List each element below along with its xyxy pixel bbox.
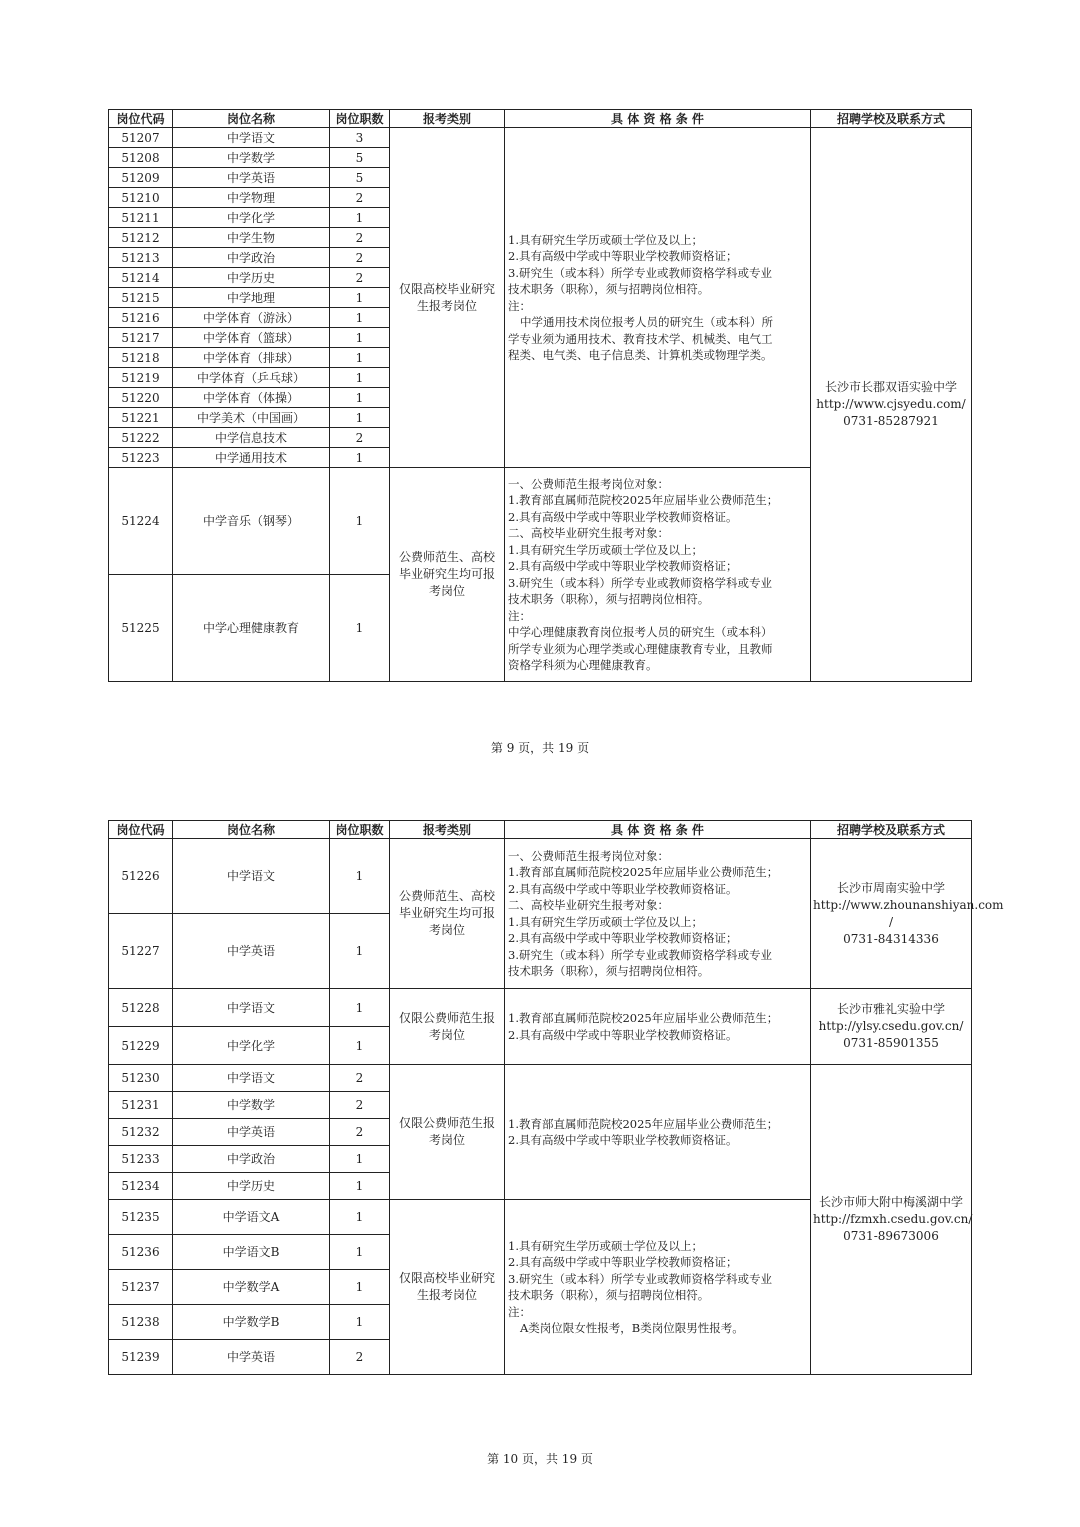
- header-name: 岗位名称: [173, 110, 330, 128]
- requirement-line: 一、公费师范生报考岗位对象：: [508, 476, 669, 491]
- cell-school: [811, 128, 972, 682]
- cell-code: 51236: [109, 1235, 173, 1270]
- cell-code: 51226: [109, 839, 173, 914]
- cell-name: 中学语文: [173, 1065, 330, 1092]
- requirement-line: 中学通用技术岗位报考人员的研究生（或本科）所: [520, 315, 773, 329]
- cell-count: 1: [330, 408, 390, 428]
- requirement-line: 2.具有高级中学或中等职业学校教师资格证。: [508, 1027, 738, 1042]
- cell-count: 1: [330, 1200, 390, 1235]
- page-footer-10: 第 10 页，共 19 页: [487, 1452, 593, 1466]
- cell-category: [390, 989, 505, 1065]
- cell-name: 中学英语: [173, 1340, 330, 1375]
- school-line: http://www.cjsyedu.com/: [816, 397, 966, 411]
- requirement-line: 技术职务（职称），须与招聘岗位相符。: [508, 964, 710, 978]
- cell-code: 51220: [109, 388, 173, 408]
- category-line: 考岗位: [428, 1027, 465, 1042]
- cell-name: 中学美术（中国画）: [173, 408, 330, 428]
- cell-name: 中学数学: [173, 1092, 330, 1119]
- cell-code: 51214: [109, 268, 173, 288]
- requirement-line: 学专业须为通用技术、教育技术学、机械类、电气工: [508, 331, 773, 346]
- requirement-line: 1.具有研究生学历或硕士学位及以上；: [508, 542, 703, 557]
- requirement-line: 资格学科须为心理健康教育。: [508, 658, 658, 672]
- header-requirements: 具 体 资 格 条 件: [505, 110, 811, 128]
- cell-count: 2: [330, 188, 390, 208]
- cell-name: 中学数学: [173, 148, 330, 168]
- cell-name: 中学化学: [173, 1027, 330, 1065]
- cell-code: 51211: [109, 208, 173, 228]
- cell-code: 51227: [109, 914, 173, 989]
- cell-code: 51221: [109, 408, 173, 428]
- cell-name: 中学语文B: [173, 1235, 330, 1270]
- cell-category: [390, 468, 505, 682]
- cell-count: 1: [330, 989, 390, 1027]
- cell-requirements: [505, 989, 811, 1065]
- cell-name: 中学化学: [173, 208, 330, 228]
- header-count: 岗位职数: [330, 110, 390, 128]
- requirement-line: 注：: [508, 608, 531, 623]
- cell-name: 中学体育（乒乓球）: [173, 368, 330, 388]
- header-row: [109, 110, 972, 128]
- cell-name: 中学生物: [173, 228, 330, 248]
- cell-school: [811, 1065, 972, 1375]
- cell-count: 3: [330, 128, 390, 148]
- cell-code: 51216: [109, 308, 173, 328]
- cell-code: 51237: [109, 1270, 173, 1305]
- requirement-line: 一、公费师范生报考岗位对象：: [508, 848, 669, 863]
- requirement-line: 1.教育部直属师范院校2025年应届毕业公费师范生；: [508, 1011, 779, 1025]
- cell-count: 1: [330, 1146, 390, 1173]
- requirement-line: 1.教育部直属师范院校2025年应届毕业公费师范生；: [508, 865, 779, 879]
- school-line: 长沙市雅礼实验中学: [836, 1002, 945, 1016]
- category-line: 仅限高校毕业研究: [398, 281, 495, 296]
- header-name: 岗位名称: [173, 821, 330, 839]
- cell-count: 1: [330, 1027, 390, 1065]
- cell-requirements: [505, 1065, 811, 1200]
- category-line: 仅限公费师范生报: [398, 1010, 495, 1025]
- table-row: [109, 128, 972, 148]
- cell-count: 2: [330, 268, 390, 288]
- category-line: 仅限公费师范生报: [398, 1116, 495, 1130]
- requirement-line: 二、高校毕业研究生报考对象：: [508, 526, 669, 540]
- requirement-line: 2.具有高级中学或中等职业学校教师资格证；: [508, 931, 738, 945]
- requirement-line: 3.研究生（或本科）所学专业或教师资格学科或专业: [508, 1271, 772, 1286]
- cell-code: 51228: [109, 989, 173, 1027]
- cell-name: 中学政治: [173, 1146, 330, 1173]
- cell-count: 1: [330, 575, 390, 682]
- cell-name: 中学英语: [173, 1119, 330, 1146]
- school-line: 长沙市周南实验中学: [836, 880, 945, 895]
- requirement-line: 所学专业须为心理学类或心理健康教育专业，且教师: [508, 641, 773, 656]
- cell-name: 中学信息技术: [173, 428, 330, 448]
- requirement-line: 技术职务（职称），须与招聘岗位相符。: [508, 282, 710, 296]
- requirement-line: 1.具有研究生学历或硕士学位及以上；: [508, 1238, 703, 1253]
- requirement-line: 技术职务（职称），须与招聘岗位相符。: [508, 1288, 710, 1302]
- school-line: http://www.zhounanshiyan.com: [813, 897, 1004, 912]
- cell-count: 5: [330, 168, 390, 188]
- cell-code: 51231: [109, 1092, 173, 1119]
- requirement-line: 3.研究生（或本科）所学专业或教师资格学科或专业: [508, 265, 772, 280]
- cell-name: 中学语文: [173, 989, 330, 1027]
- cell-requirements: [505, 839, 811, 989]
- header-count: 岗位职数: [330, 821, 390, 839]
- cell-count: 1: [330, 308, 390, 328]
- cell-count: 1: [330, 839, 390, 914]
- cell-code: 51235: [109, 1200, 173, 1235]
- cell-code: 51219: [109, 368, 173, 388]
- requirement-line: 技术职务（职称），须与招聘岗位相符。: [508, 592, 710, 606]
- requirement-line: 注：: [508, 1304, 531, 1319]
- cell-count: 2: [330, 428, 390, 448]
- school-line: 0731-84314336: [843, 931, 939, 946]
- cell-code: 51238: [109, 1305, 173, 1340]
- header-school: 招聘学校及联系方式: [811, 110, 972, 128]
- school-line: 0731-85901355: [843, 1036, 939, 1050]
- requirement-line: 1.具有研究生学历或硕士学位及以上；: [508, 914, 703, 929]
- category-line: 毕业研究生均可报: [398, 906, 495, 920]
- cell-code: 51222: [109, 428, 173, 448]
- cell-code: 51239: [109, 1340, 173, 1375]
- requirement-line: 中学心理健康教育岗位报考人员的研究生（或本科）: [508, 625, 773, 639]
- cell-requirements: [505, 128, 811, 468]
- cell-count: 2: [330, 1065, 390, 1092]
- cell-count: 5: [330, 148, 390, 168]
- cell-code: 51212: [109, 228, 173, 248]
- cell-code: 51218: [109, 348, 173, 368]
- category-line: 公费师范生、高校: [398, 889, 495, 903]
- header-code: 岗位代码: [109, 821, 173, 839]
- cell-school: [811, 839, 1004, 989]
- cell-count: 2: [330, 1119, 390, 1146]
- requirement-line: 1.教育部直属师范院校2025年应届毕业公费师范生；: [508, 493, 779, 507]
- table-row: [109, 989, 972, 1027]
- job-table-page-9: [108, 109, 972, 682]
- cell-code: 51232: [109, 1119, 173, 1146]
- cell-code: 51225: [109, 575, 173, 682]
- table-row: [109, 1065, 972, 1092]
- cell-name: 中学通用技术: [173, 448, 330, 468]
- cell-count: 1: [330, 208, 390, 228]
- cell-count: 1: [330, 448, 390, 468]
- requirement-line: A类岗位限女性报考，B类岗位限男性报考。: [520, 1321, 744, 1335]
- cell-count: 2: [330, 228, 390, 248]
- cell-name: 中学体育（体操）: [173, 388, 330, 408]
- cell-name: 中学英语: [173, 914, 330, 989]
- school-line: 0731-89673006: [843, 1229, 939, 1243]
- header-category: 报考类别: [390, 821, 505, 839]
- header-code: 岗位代码: [109, 110, 173, 128]
- cell-code: 51215: [109, 288, 173, 308]
- requirement-line: 1.教育部直属师范院校2025年应届毕业公费师范生；: [508, 1116, 779, 1131]
- cell-name: 中学体育（排球）: [173, 348, 330, 368]
- category-line: 仅限高校毕业研究: [398, 1271, 495, 1285]
- cell-code: 51213: [109, 248, 173, 268]
- header-requirements: 具 体 资 格 条 件: [505, 821, 811, 839]
- cell-count: 1: [330, 328, 390, 348]
- cell-count: 1: [330, 1173, 390, 1200]
- cell-name: 中学数学B: [173, 1305, 330, 1340]
- requirement-line: 2.具有高级中学或中等职业学校教师资格证。: [508, 509, 738, 524]
- cell-count: 1: [330, 388, 390, 408]
- category-line: 公费师范生、高校: [398, 550, 495, 564]
- cell-category: [390, 839, 505, 989]
- cell-count: 1: [330, 1305, 390, 1340]
- page-footer-9: 第 9 页，共 19 页: [490, 741, 590, 755]
- cell-code: 51209: [109, 168, 173, 188]
- cell-count: 1: [330, 914, 390, 989]
- category-line: 毕业研究生均可报: [398, 567, 495, 581]
- table-row: [109, 839, 972, 914]
- cell-count: 1: [330, 468, 390, 575]
- school-line: http://fzmxh.csedu.gov.cn/: [813, 1212, 973, 1226]
- school-line: 0731-85287921: [843, 414, 939, 428]
- header-school: 招聘学校及联系方式: [811, 821, 972, 839]
- requirement-line: 1.具有研究生学历或硕士学位及以上；: [508, 232, 703, 247]
- category-line: 考岗位: [428, 923, 465, 937]
- requirement-line: 2.具有高级中学或中等职业学校教师资格证；: [508, 1255, 738, 1269]
- cell-code: 51234: [109, 1173, 173, 1200]
- header-category: 报考类别: [390, 110, 505, 128]
- cell-code: 51233: [109, 1146, 173, 1173]
- requirement-line: 程类、电气类、电子信息类、计算机类或物理学类。: [508, 348, 773, 362]
- cell-name: 中学物理: [173, 188, 330, 208]
- cell-name: 中学音乐（钢琴）: [173, 468, 330, 575]
- cell-count: 2: [330, 1092, 390, 1119]
- cell-name: 中学政治: [173, 248, 330, 268]
- cell-school: [811, 989, 972, 1065]
- cell-count: 2: [330, 248, 390, 268]
- cell-requirements: [505, 1200, 811, 1375]
- cell-count: 1: [330, 288, 390, 308]
- requirement-line: 2.具有高级中学或中等职业学校教师资格证；: [508, 249, 738, 263]
- cell-name: 中学语文: [173, 839, 330, 914]
- cell-name: 中学英语: [173, 168, 330, 188]
- school-line: /: [888, 914, 894, 929]
- cell-code: 51217: [109, 328, 173, 348]
- cell-code: 51223: [109, 448, 173, 468]
- cell-code: 51230: [109, 1065, 173, 1092]
- cell-name: 中学语文A: [173, 1200, 330, 1235]
- cell-count: 1: [330, 1235, 390, 1270]
- job-table-page-10: [108, 820, 1004, 1375]
- requirement-line: 3.研究生（或本科）所学专业或教师资格学科或专业: [508, 575, 772, 590]
- cell-name: 中学历史: [173, 1173, 330, 1200]
- cell-category: [390, 128, 505, 468]
- requirement-line: 2.具有高级中学或中等职业学校教师资格证；: [508, 559, 738, 573]
- requirement-line: 注：: [508, 298, 531, 313]
- category-line: 考岗位: [428, 584, 465, 598]
- cell-requirements: [505, 468, 811, 682]
- school-line: http://ylsy.csedu.gov.cn/: [818, 1019, 964, 1033]
- cell-category: [390, 1065, 505, 1200]
- cell-code: 51229: [109, 1027, 173, 1065]
- cell-count: 1: [330, 1270, 390, 1305]
- cell-count: 1: [330, 348, 390, 368]
- category-line: 生报考岗位: [416, 298, 477, 313]
- cell-name: 中学心理健康教育: [173, 575, 330, 682]
- school-line: 长沙市长郡双语实验中学: [824, 380, 957, 394]
- requirement-line: 3.研究生（或本科）所学专业或教师资格学科或专业: [508, 947, 772, 962]
- cell-code: 51207: [109, 128, 173, 148]
- requirement-line: 2.具有高级中学或中等职业学校教师资格证。: [508, 1133, 738, 1147]
- cell-name: 中学历史: [173, 268, 330, 288]
- cell-code: 51210: [109, 188, 173, 208]
- category-line: 考岗位: [428, 1133, 465, 1147]
- cell-count: 2: [330, 1340, 390, 1375]
- requirement-line: 2.具有高级中学或中等职业学校教师资格证。: [508, 881, 738, 896]
- school-line: 长沙市师大附中梅溪湖中学: [818, 1195, 963, 1209]
- cell-category: [390, 1200, 505, 1375]
- cell-name: 中学体育（游泳）: [173, 308, 330, 328]
- cell-name: 中学数学A: [173, 1270, 330, 1305]
- cell-name: 中学体育（篮球）: [173, 328, 330, 348]
- requirement-line: 二、高校毕业研究生报考对象：: [508, 898, 669, 912]
- cell-count: 1: [330, 368, 390, 388]
- cell-name: 中学地理: [173, 288, 330, 308]
- cell-name: 中学语文: [173, 128, 330, 148]
- category-line: 生报考岗位: [416, 1288, 477, 1302]
- cell-code: 51224: [109, 468, 173, 575]
- cell-code: 51208: [109, 148, 173, 168]
- header-row: [109, 821, 972, 839]
